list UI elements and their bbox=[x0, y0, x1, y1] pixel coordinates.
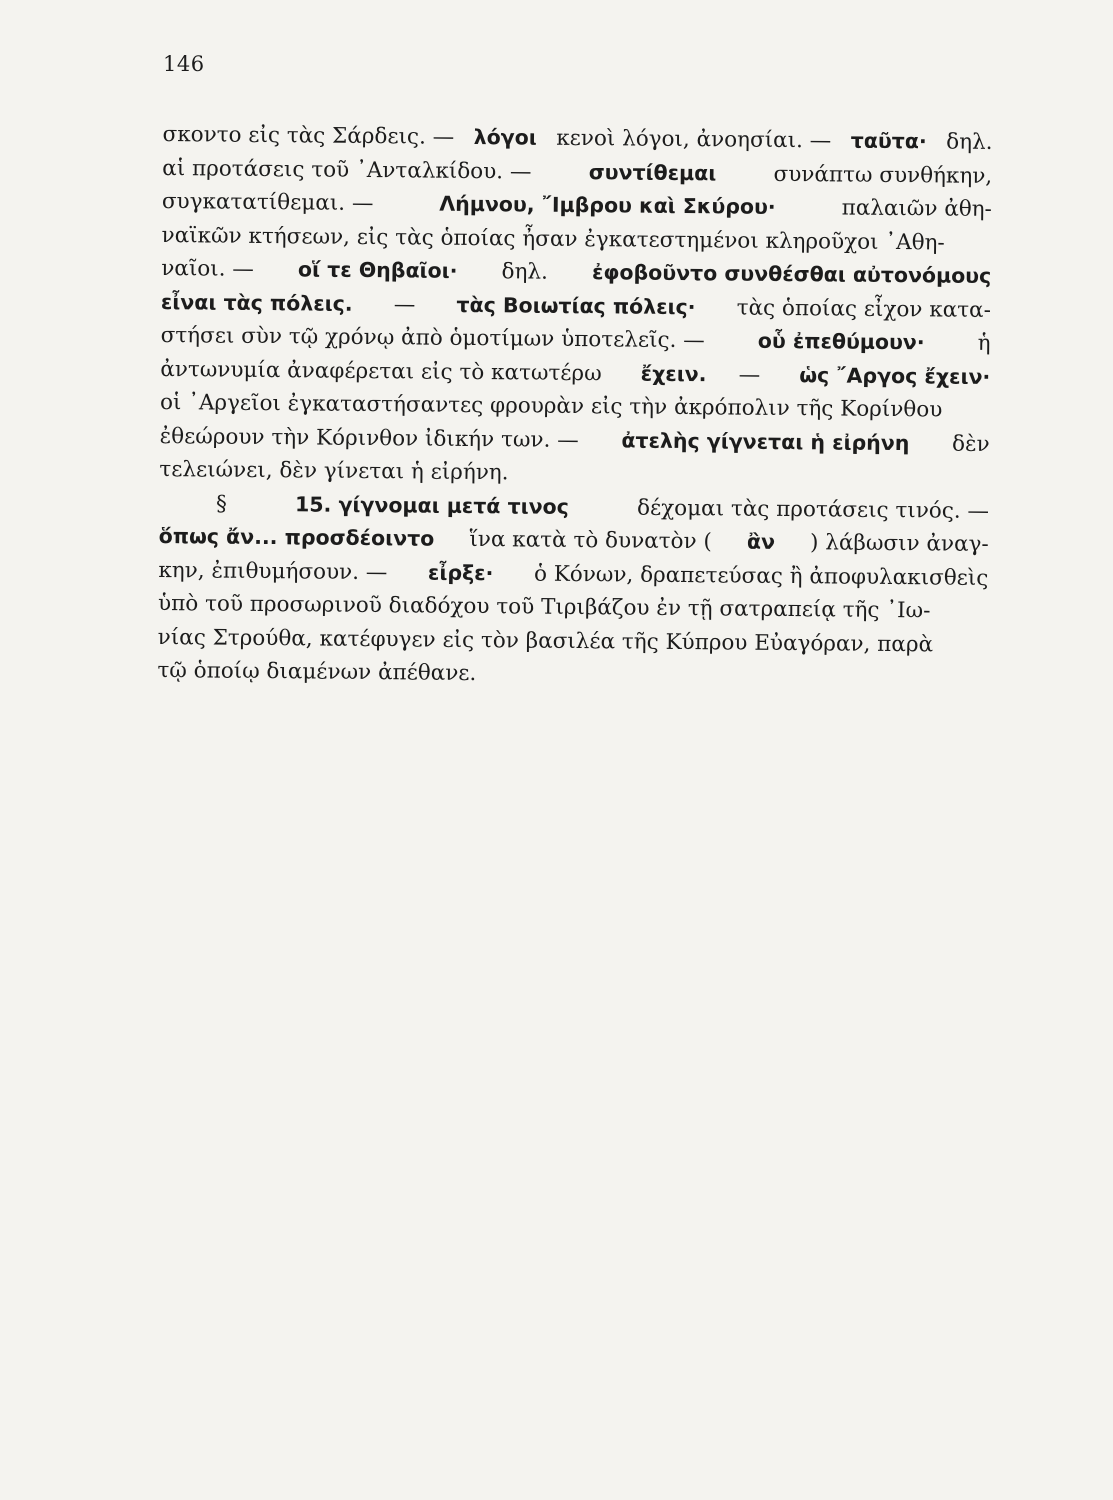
text-segment: § bbox=[215, 491, 234, 517]
bold-lemma: οὗ ἐπεθύμουν· bbox=[757, 328, 925, 355]
text-segment: κενοὶ λόγοι, ἀνοησίαι. — bbox=[549, 125, 839, 154]
page-number: 146 bbox=[163, 52, 205, 76]
text-segment: κην, ἐπιθυμήσουν. — bbox=[158, 557, 395, 585]
text-segment: ἐθεώρουν τὴν Κόρινθον ἰδικήν των. — bbox=[159, 423, 586, 453]
bold-lemma: οἵ τε Θηβαῖοι· bbox=[297, 257, 458, 283]
bold-lemma: ἀτελὴς γίγνεται ἡ εἰρήνη bbox=[621, 427, 910, 455]
text-segment: ναϊκῶν κτήσεων, εἰς τὰς ὁποίας ἦσαν ἐγκατεστημένοι κληροῦχοι ᾿Αθη- bbox=[161, 222, 945, 256]
bold-lemma: ἐφοβοῦντο συνθέσθαι αὐτονόμους bbox=[591, 260, 992, 288]
text-segment: δηλ. bbox=[939, 129, 993, 155]
text-segment: οἱ ᾿Αργεῖοι ἐγκαταστήσαντες φρουρὰν εἰς τὴν ἀκρόπολιν τῆς Κορίνθου bbox=[159, 390, 943, 423]
bold-lemma: ὅπως ἄν... προσδέοιντο bbox=[158, 523, 435, 551]
bold-lemma: τὰς Βοιωτίας πόλεις· bbox=[456, 292, 696, 319]
bold-lemma: εἶναι τὰς πόλεις. bbox=[160, 289, 353, 316]
text-segment: αἱ προτάσεις τοῦ ᾿Ανταλκίδου. — bbox=[162, 155, 539, 185]
text-segment: ὑπὸ τοῦ προσωρινοῦ διαδόχου τοῦ Τιριβάζου ἐν τῇ σατραπείᾳ τῆς ᾿Ιω- bbox=[157, 590, 931, 624]
text-segment: ἀντωνυμία ἀναφέρεται εἰς τὸ κατωτέρω bbox=[160, 356, 609, 386]
text-segment: — bbox=[386, 291, 423, 318]
text-segment: τελειώνει, δὲν γίνεται ἡ εἰρήνη. bbox=[159, 456, 509, 486]
bold-lemma: 15. γίγνομαι μετά τινος bbox=[294, 491, 569, 519]
bold-lemma: λόγοι bbox=[473, 124, 537, 150]
text-segment: ἡ bbox=[970, 330, 991, 356]
bold-lemma: ὡς ῎Αργος ἔχειν· bbox=[799, 362, 991, 389]
text-segment: συνάπτω συνθήκην, bbox=[766, 161, 993, 189]
text-segment: παλαιῶν ἀθη- bbox=[834, 195, 993, 222]
text-segment: συγκατατίθεμαι. — bbox=[161, 189, 381, 217]
text-segment: τῷ ὁποίῳ διαμένων ἀπέθανε. bbox=[157, 657, 477, 687]
text-segment: σκοντο εἰς τὰς Σάρδεις. — bbox=[162, 122, 462, 150]
bold-lemma: Λήμνου, ῎Ιμβρου καὶ Σκύρου· bbox=[439, 191, 776, 219]
bold-lemma: ἂν bbox=[746, 529, 776, 554]
text-segment: ἵνα κατὰ τὸ δυνατὸν ( bbox=[462, 526, 719, 555]
text-segment: ναῖοι. — bbox=[161, 256, 261, 282]
text-segment: ὁ Κόνων, δραπετεύσας ἢ ἀποφυλακισθεὶς bbox=[527, 561, 989, 591]
bold-lemma: ἔχειν. bbox=[640, 361, 707, 386]
text-segment: νίας Στρούθα, κατέφυγεν εἰς τὸν βασιλέα τῆς Κύπρου Εὐαγόραν, παρὰ bbox=[157, 624, 934, 657]
bold-lemma: ταῦτα· bbox=[850, 128, 927, 154]
text-segment: δὲν bbox=[945, 431, 990, 457]
text-segment: ) λάβωσιν ἀναγ- bbox=[803, 530, 989, 557]
text-segment: δηλ. bbox=[494, 259, 555, 285]
commentary-text bbox=[157, 118, 992, 695]
text-segment: — bbox=[738, 362, 768, 388]
text-segment: τὰς ὁποίας εἶχον κατα- bbox=[729, 294, 992, 323]
text-segment: στήσει σὺν τῷ χρόνῳ ἀπὸ ὁμοτίμων ὑποτελεῖς. — bbox=[160, 323, 712, 354]
text-segment: δέχομαι τὰς προτάσεις τινός. — bbox=[630, 495, 990, 524]
bold-lemma: συντίθεμαι bbox=[588, 159, 717, 185]
bold-lemma: εἶρξε· bbox=[427, 560, 494, 585]
